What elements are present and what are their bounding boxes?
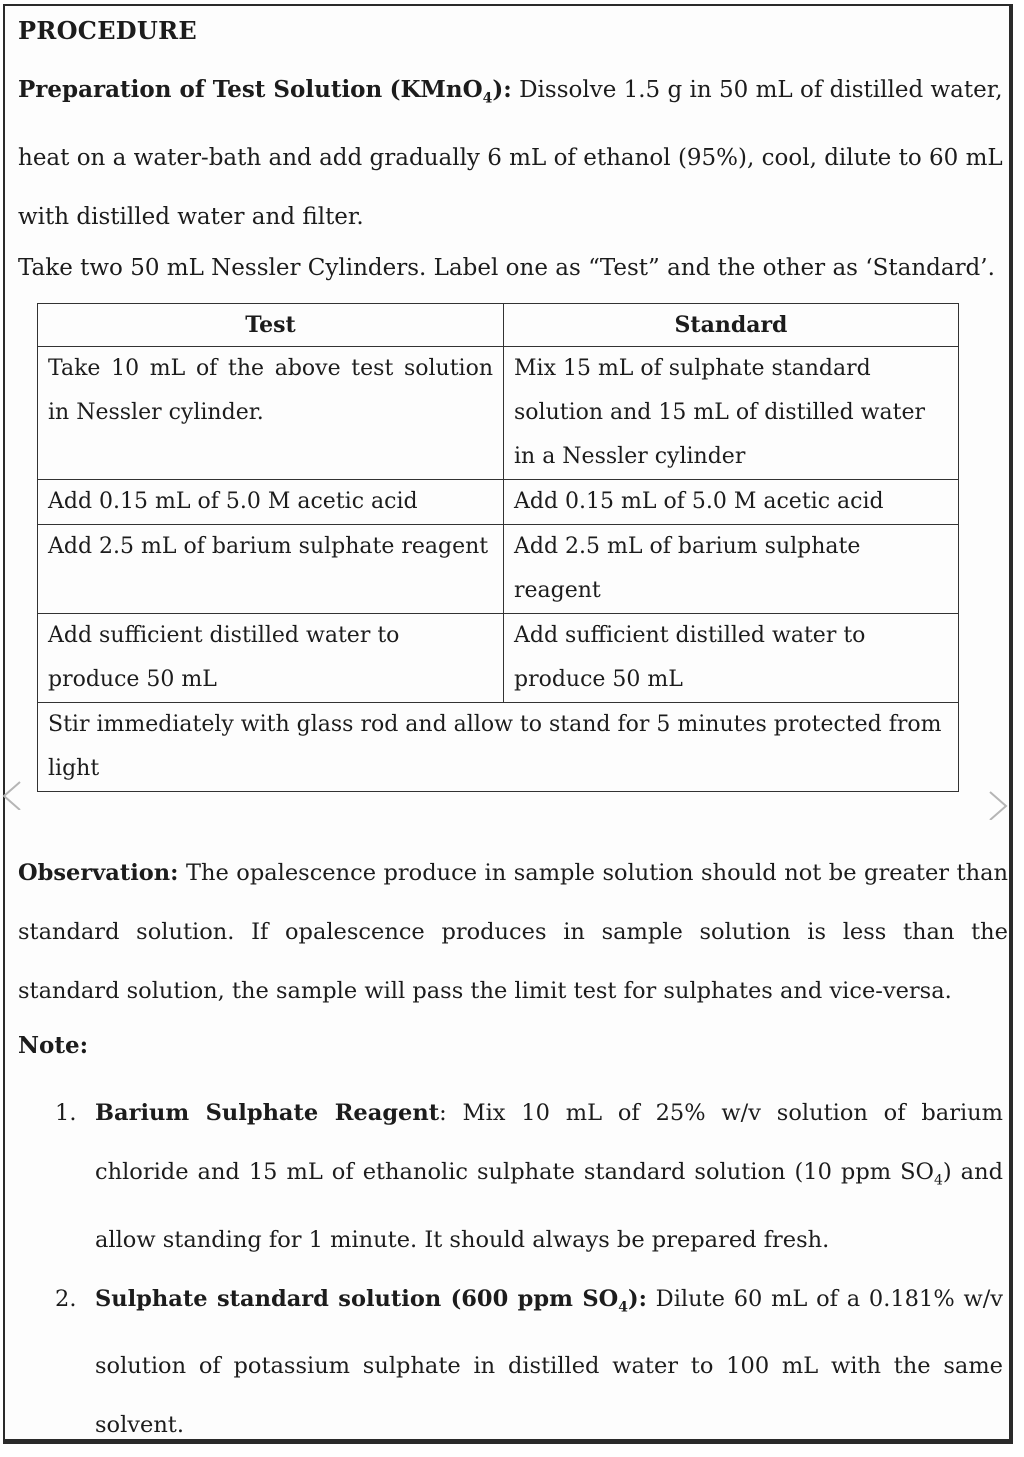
preparation-text: Dissolve 1.5 g in 50 mL of distilled water, heat on a water-bath and add gradually 6 mL of ethanol (95%), cool, dilute to 60 mL with distilled water and filter.	[18, 77, 1003, 230]
preparation-formula: (KMnO$_4$):	[389, 76, 512, 107]
table-cell: Add 2.5 mL of barium sulphate reagent	[504, 525, 959, 614]
nessler-instruction: Take two 50 mL Nessler Cylinders. Label one as “Test” and the other as ‘Standard’.	[18, 254, 995, 281]
table-header-row	[38, 304, 959, 347]
document-page	[3, 4, 1013, 1444]
chevron-left-icon[interactable]	[0, 780, 24, 810]
table-cell: Add 0.15 mL of 5.0 M acetic acid	[504, 480, 959, 525]
chevron-right-icon[interactable]	[986, 790, 1016, 820]
observation-text: The opalescence produce in sample solution should not be greater than standard solution. If opalescence produces in sample solution is less than the standard solution, the sample will pass the limit test for sulphates and vice-versa.	[18, 860, 1008, 1004]
observation-paragraph	[18, 844, 1008, 1021]
column-header-test: Test	[38, 304, 504, 347]
list-item: 1. Barium Sulphate Reagent: Mix 10 mL of 25% w/v solution of barium chloride and 15 mL of ethanolic sulphate standard solution (10 ppm $SO_4$) and allow standing for 1 minute. It should always be prepared fresh.	[55, 1084, 1003, 1270]
notes-list	[55, 1084, 1003, 1455]
list-item: 2. Sulphate standard solution (600 ppm $SO_4$): Dilute 60 mL of a 0.181% w/v solution of potassium sulphate in distilled water to 100 mL with the same solvent.	[55, 1270, 1003, 1456]
procedure-heading: PROCEDURE	[18, 16, 197, 45]
table-row	[38, 347, 959, 480]
table-row	[38, 614, 959, 703]
table-row	[38, 480, 959, 525]
list-number: 1.	[55, 1100, 77, 1126]
procedure-table	[37, 303, 959, 792]
list-number: 2.	[55, 1285, 77, 1312]
table-row-merged	[38, 703, 959, 792]
table-cell: Add sufficient distilled water to produce 50 mL	[38, 614, 504, 703]
table-cell: Mix 15 mL of sulphate standard solution and 15 mL of distilled water in a Nessler cylinder	[504, 347, 959, 480]
note-title: Sulphate standard solution (600 ppm $SO_4$):	[95, 1285, 647, 1315]
document-content	[18, 16, 1008, 288]
table-cell: Add 0.15 mL of 5.0 M acetic acid	[38, 480, 504, 525]
table-cell: Add 2.5 mL of barium sulphate reagent	[38, 525, 504, 614]
column-header-standard: Standard	[504, 304, 959, 347]
note-title: Barium Sulphate Reagent	[95, 1100, 440, 1126]
table-cell: Take 10 mL of the above test solution in Nessler cylinder.	[38, 347, 504, 480]
table-row	[38, 525, 959, 614]
preparation-paragraph	[18, 60, 1008, 247]
observation-label: Observation:	[18, 860, 179, 886]
note-label: Note:	[18, 1032, 89, 1059]
preparation-label: Preparation of Test Solution	[18, 76, 383, 103]
table-cell-merged: Stir immediately with glass rod and allow to stand for 5 minutes protected from light	[38, 703, 959, 792]
table-cell: Add sufficient distilled water to produce 50 mL	[504, 614, 959, 703]
